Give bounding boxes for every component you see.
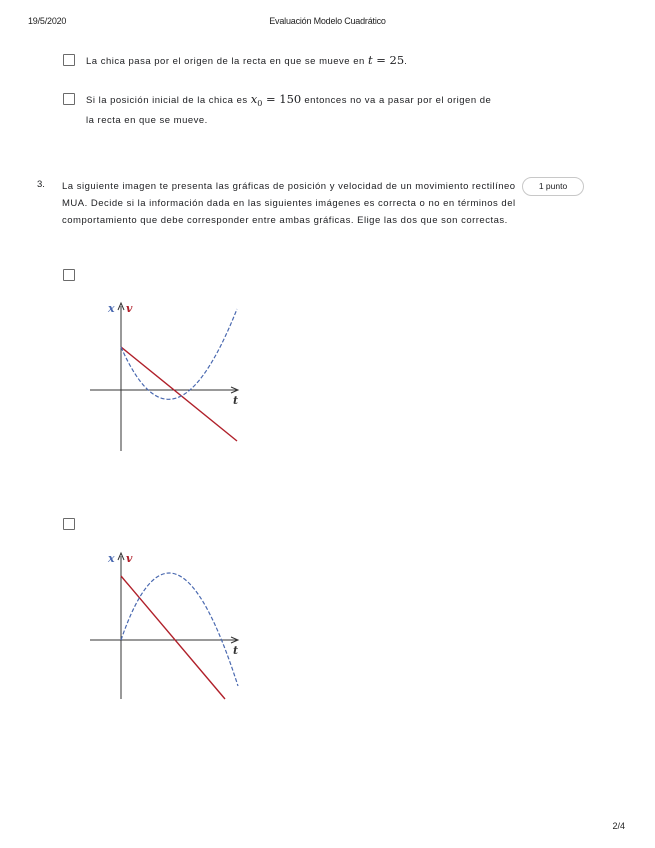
option-text-part: Si la posición inicial de la chica es: [86, 95, 251, 106]
option-text-part: La chica pasa por el origen de la recta en que se mueve en: [86, 56, 368, 67]
math-expression: = 150: [262, 92, 302, 106]
answer-checkbox-a[interactable]: [63, 269, 75, 281]
math-expression: = 25: [372, 53, 405, 67]
print-date: 19/5/2020: [28, 16, 67, 26]
axis-label-x: x: [108, 302, 115, 315]
option-checkbox[interactable]: [63, 54, 75, 66]
axis-label-x: x: [108, 552, 115, 565]
velocity-line: [121, 576, 225, 699]
question-text: La siguiente imagen te presenta las gráficas de posición y velocidad de un movimiento rectilíneo MUA. Decide si la información dada en las siguientes imágenes es correcta o no en términos del comportamiento que debe corresponder entre ambas gráficas. Elige las dos que son correctas.: [62, 181, 516, 226]
axis-label-t: t: [233, 394, 239, 407]
position-curve: [121, 573, 238, 686]
option-text: [86, 52, 407, 70]
option-text: [86, 91, 526, 129]
graph-option-a: [88, 296, 248, 456]
option-text-part: la recta en que se mueve.: [86, 114, 208, 126]
math-variable: x: [250, 92, 258, 106]
answer-checkbox-b[interactable]: [63, 518, 75, 530]
velocity-line: [121, 347, 237, 441]
math-subscript: 0: [257, 98, 263, 108]
question-number: 3.: [37, 179, 45, 190]
page-number: 2/4: [612, 821, 625, 831]
points-badge: 1 punto: [522, 177, 584, 196]
axis-label-t: t: [233, 644, 239, 657]
document-title: Evaluación Modelo Cuadrático: [269, 16, 386, 26]
option-text-part: .: [404, 56, 408, 67]
graph-option-b: [88, 546, 248, 706]
position-curve: [121, 309, 237, 399]
axis-label-v: v: [126, 302, 133, 315]
math-variable: t: [367, 53, 373, 67]
option-text-part: entonces no va a pasar por el origen de: [301, 95, 492, 106]
option-checkbox[interactable]: [63, 93, 75, 105]
axis-label-v: v: [126, 552, 133, 565]
